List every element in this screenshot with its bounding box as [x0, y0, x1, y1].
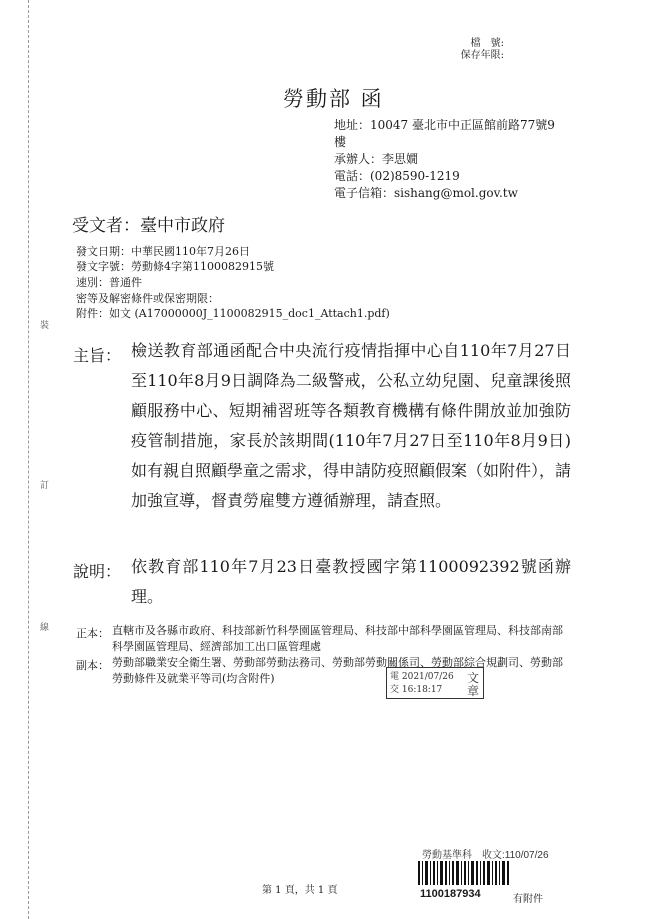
binding-mark: 裝 — [40, 321, 50, 331]
page-number: 第 1 頁，共 1 頁 — [262, 885, 338, 896]
receipt-stamp: 勞動基準科 收文:110/07/26 — [422, 850, 549, 861]
sender-address: 地址：10047 臺北市中正區館前路77號9 — [334, 118, 555, 132]
stamp-char-2: 章 — [466, 684, 479, 698]
original-recipients-label: 正本： — [76, 627, 109, 640]
stamp-line-1: 電 2021/07/26 — [390, 672, 454, 682]
document-title: 勞動部 函 — [283, 87, 384, 111]
secrecy-level: 密等及解密條件或保密期限： — [76, 292, 219, 305]
explanation-label: 說明： — [73, 562, 122, 581]
copy-recipients-text: 勞動部職業安全衛生署、勞動部勞動法務司、勞動部勞動關係司、勞動部綜合規劃司、勞動部勞動條件及就業平等司(均含附件) — [112, 656, 563, 685]
delivery-speed: 速別：普通件 — [76, 276, 142, 289]
binding-mark: 訂 — [40, 481, 50, 491]
binding-line — [28, 0, 29, 919]
phone: 電話：(02)8590-1219 — [334, 169, 460, 183]
attachment-note: 有附件 — [513, 894, 543, 905]
stamp-char-1: 文 — [466, 671, 479, 685]
recipient: 受文者：臺中市政府 — [72, 216, 225, 236]
electronic-exchange-stamp — [386, 667, 484, 699]
barcode-number: 1100187934 — [420, 888, 481, 900]
binding-mark: 線 — [40, 623, 50, 633]
original-recipients-text: 直轄市及各縣市政府、科技部新竹科學園區管理局、科技部中部科學園區管理局、科技部南部科學園區管理局、經濟部加工出口區管理處 — [112, 624, 563, 653]
file-number-label: 檔 號: — [470, 38, 504, 49]
explanation-text: 依教育部110年7月23日臺教授國字第1100092392號函辦理。 — [131, 557, 571, 606]
stamp-line-2: 交 16:18:17 — [390, 685, 443, 695]
issue-date: 發文日期：中華民國110年7月26日 — [76, 245, 250, 258]
subject-text: 檢送教育部通函配合中央流行疫情指揮中心自110年7月27日至110年8月9日調降為二級警戒，公私立幼兒園、兒童課後照顧服務中心、短期補習班等各類教育機構有條件開放並加強防疫管制措施，家長於該期間(110年7月27日至110年8月9日)如有親自照顧學童之需求，得申請防疫照顧假案（如附件），請加強宣導，督責勞雇雙方遵循辦理，請查照。 — [131, 341, 572, 510]
email: 電子信箱：sishang@mol.gov.tw — [334, 186, 518, 200]
contact-person: 承辦人：李思嫺 — [334, 152, 419, 166]
copy-recipients-label: 副本： — [76, 659, 109, 672]
retention-label: 保存年限: — [460, 50, 504, 61]
subject-label: 主旨： — [73, 346, 122, 365]
barcode — [418, 861, 510, 885]
sender-address-cont: 樓 — [334, 135, 347, 149]
attachment-info: 附件：如文 (A17000000J_1100082915_doc1_Attach1.pdf) — [76, 307, 390, 320]
document-number: 發文字號：勞動條4字第1100082915號 — [76, 260, 274, 273]
